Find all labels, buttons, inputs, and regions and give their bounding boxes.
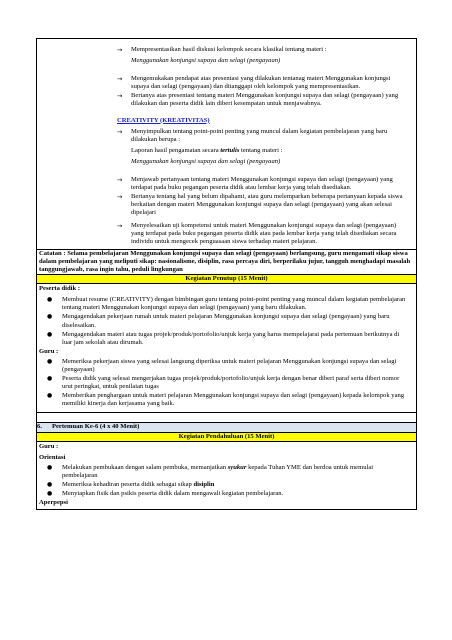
activity-block (37, 39, 417, 250)
arrow-icon: → (117, 176, 123, 185)
apersepsi-label: Aperpepsi (39, 499, 68, 507)
penutup-body (37, 284, 417, 413)
bullet-icon: ● (47, 330, 53, 338)
list-item: ● Mengagendakan materi atau tugas projek/produk/portofolio/unjuk kerja yang harus mempelajarai pada pertemuan berikutnya di luar jam sekolah atau dirumah. (47, 330, 400, 346)
list-item: ● Melakukan pembukaan dengan salam pembuka, memanjatkan syukur kepada Tuhan YME dan berdoa untuk memulai pembelajaran (47, 463, 374, 479)
bullet-icon: ● (47, 490, 53, 498)
arrow-icon: → (117, 127, 123, 136)
bullet-icon: ● (47, 313, 53, 321)
guru-label: Guru : (39, 347, 59, 355)
pertemuan-title: 6. Pertemuan Ke-6 (4 x 40 Menit) (37, 423, 417, 432)
bullet-icon: ● (47, 375, 53, 383)
spacer-row (37, 413, 417, 423)
catatan-row (37, 249, 417, 274)
arrow-icon: → (117, 92, 123, 101)
activity-item: → Mengemukakan pendapat atas presentasi yang dilakukan tentanag materi Menggunakan konjungsi supaya dan selagi (pengayaan) dan ditanggapi oleh kelompok yang mempresentasikan. (117, 75, 391, 91)
penutup-heading: Kegiatan Penutup (15 Menit) (37, 275, 417, 284)
list-item: ● Peserta didik yang selesai mengerjakan tugas projek/produk/portofolio/unjuk kerja dengan benar diberi paraf serta diberi nomor urut peringkat, untuk penilaian tugas (47, 375, 400, 391)
bullet-icon: ● (47, 481, 53, 489)
arrow-icon: → (117, 46, 123, 54)
guru-label: Guru : (39, 442, 59, 450)
activity-item: → Menyelesaikan uji kompetensi untuk materi Menggunakan konjungsi supaya dan selagi (pengayaan) yang terdapat pada buku pegangan peserta didik atau pada lembar kerja yang telah disediakan secara individu untuk mengecek penguasaan siswa terhadap materi pelajaran. (117, 221, 397, 245)
arrow-icon: → (117, 193, 123, 202)
activity-item: → Bertanya tentang hal yang belum dipahami, atau guru melemparkan beberapa pertanyaan kepada siswa berkaitan dengan materi Menggunakan konjungsi supaya dan selagi (pengayaan) yang akan selesai dipelajari (117, 193, 403, 217)
activity-subtext: Menggunakan konjungsi supaya dan selagi (pengayaan) (131, 157, 281, 165)
pendahuluan-heading-row (37, 432, 417, 441)
catatan-note: Catatan : Selama pembelajaran Menggunakan konjungsi supaya dan selagi (pengayaan) berlangsung, guru mengamati sikap siswa dalam pembelajaran yang meliputi sikap: nasionalisme, disiplin, rasa percaya diri, berperilaku jujur, tangguh menghadapi masalah tanggungjawab, rasa ingin tahu, peduli lingkungan (37, 249, 417, 274)
arrow-icon: → (117, 221, 123, 230)
activity-item: → Mempresentasikan hasil diskusi kelompok secara klasikal tentang materi : (117, 46, 327, 54)
penutup-heading-row (37, 275, 417, 284)
creativity-heading: CREATIVITY (KREATIVITAS) (117, 116, 210, 124)
list-item: ● Membuat resume (CREATIVITY) dengan bimbingan guru tentang point-point penting yang muncul dalam kegiatan pembelajaran tentang materi Menggunakan konjungsi supaya dan selagi (pengayaan) yang baru dilakukan. (47, 296, 406, 312)
list-item: ● Memeriksa pekerjaan siswa yang selesai langsung diperiksa untuk materi pelajaran Menggunakan konjungsi supaya dan selagi (pengayaan) (47, 357, 397, 373)
activity-item: → Menjawab pertanyaan tentang materi Menggunakan konjungsi supaya dan selagi (pengayaan) yang terdapat pada buku pegangan peserta didik atau lembar kerja yang telah disediakan. (117, 176, 393, 192)
penutup-body-row (37, 284, 417, 413)
pendahuluan-body-row (37, 441, 417, 510)
pendahuluan-body (37, 441, 417, 510)
activity-item: → Bertanya atas presentasi tentang materi Menggunakan konjungsi supaya dan selagi (pengayaan) yang dilakukan dan peserta didik lain diberi kesempatan untuk menjawabnya. (117, 92, 399, 108)
arrow-icon: → (117, 75, 123, 84)
activity-subtext: Menggunakan konjungsi supaya dan selagi (pengayaan) (131, 57, 281, 65)
activity-item: → Menyimpulkan tentang point-point penting yang muncul dalam kegiatan pembelajaran yang baru dilakukan berupa : (117, 127, 388, 143)
bullet-icon: ● (47, 357, 53, 365)
pertemuan-row (37, 423, 417, 432)
bullet-icon: ● (47, 296, 53, 304)
list-item: ● Mengagendakan pekerjaan rumah untuk materi pelajaran Menggunakan konjungsi supaya dan selagi (pengayaan) yang baru diselesaikan. (47, 313, 390, 329)
list-item: ● Memberikan penghargaan untuk materi pelajaran Menggunakan konjungsi supaya dan selagi (pengayaan) kepada kelompok yang memiliki kinerja dan kerjasama yang baik. (47, 392, 405, 408)
peserta-label: Peserta didik : (39, 285, 81, 293)
list-item: ● Menyiapkan fisik dan psikis peserta didik dalam mengawali kegiatan pembelajaran. (47, 490, 284, 498)
bullet-icon: ● (47, 392, 53, 400)
orientasi-label: Orientasi (39, 453, 66, 461)
creativity-block-row (37, 39, 417, 250)
list-item: ● Memeriksa kehadiran peserta didik sebagai sikap disiplin (47, 481, 215, 489)
bullet-icon: ● (47, 463, 53, 471)
activity-subtext: Laporan hasil pengamatan secara tertulis tentang materi : (131, 146, 283, 154)
lesson-plan-table (36, 38, 417, 510)
pendahuluan-heading: Kegiatan Pendahuluan (15 Menit) (37, 432, 417, 441)
